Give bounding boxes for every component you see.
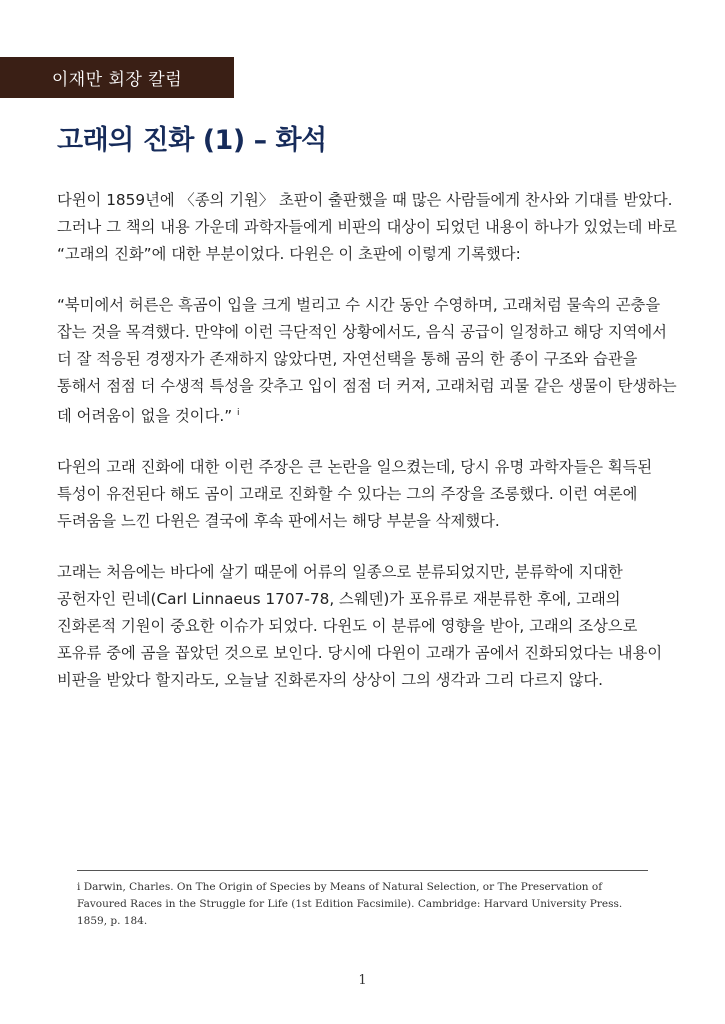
footnote-divider [77, 870, 648, 871]
footnote-text: i Darwin, Charles. On The Origin of Species by Means of Natural Selection, or The Preservation of Favoured Races in the Struggle for Life (1st Edition Facsimile). Cambridge: Harvard University Press. 1859, p. 184. [77, 881, 623, 927]
page-number: 1 [358, 973, 367, 988]
paragraph-4: 고래는 처음에는 바다에 살기 때문에 어류의 일종으로 분류되었지만, 분류학에 지대한 공헌자인 린네(Carl Linnaeus 1707-78, 스웨덴)가 포유류로 재분류한 후에, 고래의 진화론적 기원이 중요한 이슈가 되었다. 다윈도 이 분류에 영향을 받아, 고래의 조상으로 포유류 중에 곰을 꼽았던 것으로 보인다. 당시에 다윈이 고래가 곰에서 진화되었다는 내용이 비판을 받았다 할지라도, 오늘날 진화론자의 상상이 그의 생각과 그리 다르지 않다. [57, 563, 663, 690]
paragraph-3: 다윈의 고래 진화에 대한 이런 주장은 큰 논란을 일으켰는데, 당시 유명 과학자들은 획득된 특성이 유전된다 해도 곰이 고래로 진화할 수 있다는 그의 주장을 조롱했다. 이런 여론에 두려움을 느낀 다윈은 결국에 후속 판에서는 해당 부분을 삭제했다. [57, 458, 653, 531]
paragraph-2-quote [57, 292, 682, 430]
column-tag: 이재만 회장 칼럼 [0, 57, 234, 98]
paragraph-1: 다윈이 1859년에 〈종의 기원〉 초판이 출판했을 때 많은 사람들에게 찬사와 기대를 받았다. 그러나 그 책의 내용 가운데 과학자들에게 비판의 대상이 되었던 내용이 하나가 있었는데 바로 “고래의 진화”에 대한 부분이었다. 다윈은 이 초판에 이렇게 기록했다: [57, 191, 677, 263]
footnote-reference[interactable]: i [237, 408, 240, 418]
article-body [57, 187, 682, 718]
quote-text: “북미에서 허른은 흑곰이 입을 크게 벌리고 수 시간 동안 수영하며, 고래처럼 물속의 곤충을 잡는 것을 목격했다. 만약에 이런 극단적인 상황에서도, 음식 공급이 일정하고 해당 지역에서 더 잘 적응된 경쟁자가 존재하지 않았다면, 자연선택을 통해 곰의 한 종이 구조와 습관을 통해서 점점 더 수생적 특성을 갖추고 입이 점점 더 커져, 고래처럼 괴물 같은 생물이 탄생하는 데 어려움이 없을 것이다.” [57, 296, 677, 426]
article-title: 고래의 진화 (1) – 화석 [57, 125, 327, 156]
